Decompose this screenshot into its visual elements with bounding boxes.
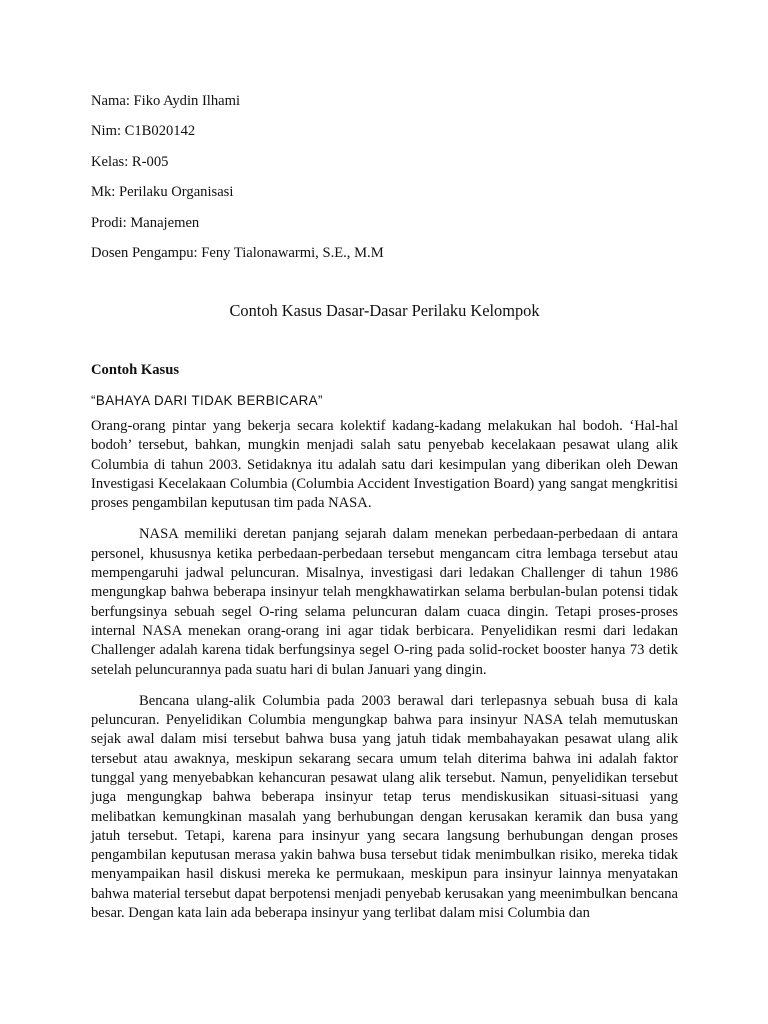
paragraph-2: NASA memiliki deretan panjang sejarah dalam menekan perbedaan-perbedaan di antara personel, khususnya ketika perbedaan-perbedaan tersebut mengancam citra lembaga tersebut atau mempengaruhi jadwal peluncuran. Misalnya, investigasi dari ledakan Challenger di tahun 1986 mengungkap bahwa beberapa insinyur telah mengkhawatirkan selama berbulan-bulan potensi tidak berfungsinya sebuah segel O-ring selama peluncuran dalam cuaca dingin. Tetapi proses-proses internal NASA menekan orang-orang ini agar tidak berbicara. Penyelidikan resmi dari ledakan Challenger adalah karena tidak berfungsinya segel O-ring pada solid-rocket booster hanya 73 detik setelah peluncurannya pada suatu hari di bulan Januari yang dingin. [91, 526, 678, 678]
student-id: Nim: C1B020142 [91, 123, 196, 140]
document-title: Contoh Kasus Dasar-Dasar Perilaku Kelompok [229, 300, 540, 320]
study-program: Prodi: Manajemen [91, 214, 200, 231]
lecturer-name: Dosen Pengampu: Feny Tialonawarmi, S.E., M.M [91, 244, 384, 261]
section-heading: Contoh Kasus [91, 361, 179, 378]
paragraph-3: Bencana ulang-alik Columbia pada 2003 berawal dari terlepasnya sebuah busa di kala peluncuran. Penyelidikan Columbia mengungkap bahwa para insinyur NASA telah memutuskan sejak awal dalam misi tersebut bahwa busa yang jatuh tidak membahayakan pesawat ulang alik tersebut atau awaknya, meskipun sekarang secara umum telah diterima bahwa ini adalah faktor tunggal yang menyebabkan kehancuran pesawat ulang alik tersebut. Namun, penyelidikan tersebut juga mengungkap bahwa beberapa insinyur tetap terus mendiskusikan situasi-situasi yang melibatkan kemungkinan masalah yang berhubungan dengan kerusakan keramik dan busa yang jatuh tersebut. Tetapi, karena para insinyur yang secara langsung berhubungan dengan proses pengambilan keputusan merasa yakin bahwa busa tersebut tidak menimbulkan risiko, mereka tidak menyampaikan hasil diskusi mereka ke permukaan, meskipun para insinyur lainnya menyatakan bahwa material tersebut dapat berpotensi menjadi penyebab kerusakan yang meenimbulkan bencana besar. Dengan kata lain ada beberapa insinyur yang terlibat dalam misi Columbia dan [91, 692, 678, 922]
author-name: Nama: Fiko Aydin Ilhami [91, 93, 241, 109]
author-info [91, 93, 678, 262]
course-name: Mk: Perilaku Organisasi [91, 184, 234, 201]
document-page [91, 93, 678, 923]
case-title: “BAHAYA DARI TIDAK BERBICARA” [91, 392, 323, 408]
paragraph-1: Orang-orang pintar yang bekerja secara kolektif kadang-kadang melakukan hal bodoh. ‘Hal-hal bodoh’ tersebut, bahkan, mungkin menjadi salah satu penyebab kecelakaan pesawat ulang alik Columbia di tahun 2003. Setidaknya itu adalah satu dari kesimpulan yang diberikan oleh Dewan Investigasi Kecelakaan Columbia (Columbia Accident Investigation Board) yang sangat mengkritisi proses pengambilan keputusan tim pada NASA. [91, 417, 678, 512]
class-info: Kelas: R-005 [91, 153, 169, 170]
